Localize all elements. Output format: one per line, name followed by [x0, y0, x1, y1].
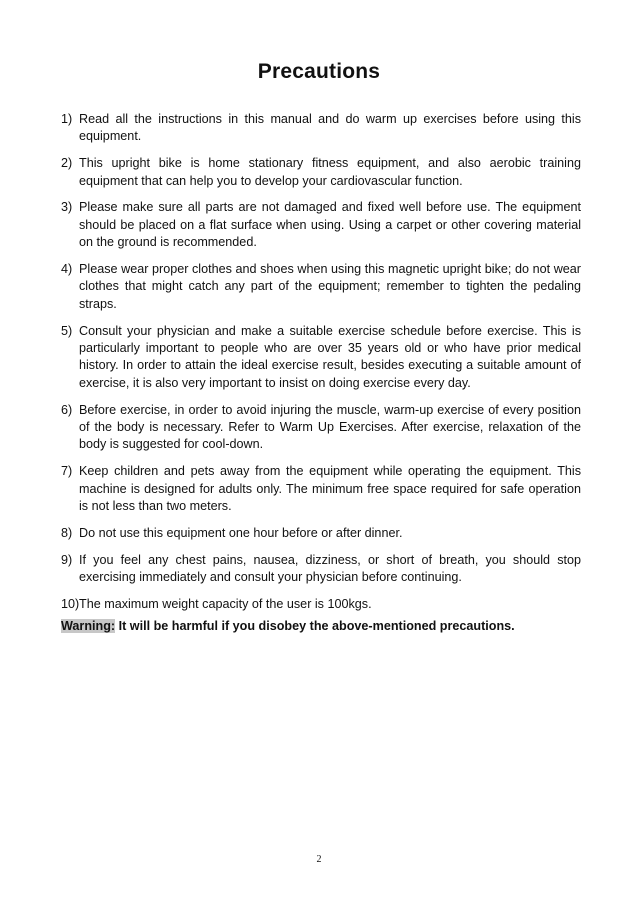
item-text: Read all the instructions in this manual and do warm up exercises before using this equipment.: [79, 112, 581, 144]
item-number: 4): [61, 262, 73, 277]
item-number: 6): [61, 402, 73, 417]
list-item: [61, 596, 581, 613]
list-item: [61, 463, 581, 515]
list-item: [61, 261, 581, 313]
warning-text: It will be harmful if you disobey the above-mentioned precautions.: [115, 619, 515, 633]
item-number: 8): [61, 525, 73, 540]
warning-note: [61, 619, 515, 633]
list-item: [61, 552, 581, 587]
list-item: [61, 155, 581, 190]
item-number: 10): [61, 596, 80, 611]
item-text: Please wear proper clothes and shoes when using this magnetic upright bike; do not wear clothes that might catch any part of the equipment; remember to tighten the pedaling straps.: [79, 262, 581, 311]
list-item: [61, 111, 581, 146]
item-text: Keep children and pets away from the equipment while operating the equipment. This machine is designed for adults only. The minimum free space required for safe operation is not less than two meters.: [79, 464, 581, 514]
item-text: Please make sure all parts are not damaged and fixed well before use. The equipment should be placed on a flat surface when using. Using a carpet or other covering material on the ground is recommended.: [79, 200, 581, 250]
item-text: Consult your physician and make a suitable exercise schedule before exercise. This is particularly important to people who are over 35 years old or who have prior medical history. In order to attain the ideal exercise result, besides executing a suitable amount of exercise, it is also very important to insist on doing exercise every day.: [79, 323, 581, 390]
item-text: Before exercise, in order to avoid injuring the muscle, warm-up exercise of every position of the body is necessary. Refer to Warm Up Exercises. After exercise, relaxation of the body is suggested for cool-down.: [79, 402, 581, 452]
item-number: 9): [61, 552, 73, 567]
page-title: Precautions: [257, 60, 381, 83]
item-text: The maximum weight capacity of the user is 100kgs.: [79, 596, 372, 611]
item-number: 5): [61, 323, 73, 338]
item-text: Do not use this equipment one hour before or after dinner.: [79, 525, 403, 540]
list-item: [61, 525, 581, 542]
item-number: 2): [61, 156, 73, 171]
item-number: 1): [61, 112, 73, 126]
list-item: [61, 402, 581, 454]
list-item: [61, 199, 581, 251]
item-number: 3): [61, 200, 73, 215]
precautions-list: [61, 111, 581, 623]
item-number: 7): [61, 464, 73, 479]
item-text: This upright bike is home stationary fitness equipment, and also aerobic training equipment that can help you to develop your cardiovascular function.: [79, 156, 581, 188]
warning-label: Warning:: [61, 619, 116, 633]
item-text: If you feel any chest pains, nausea, dizziness, or short of breath, you should stop exercising immediately and consult your physician before continuing.: [79, 552, 581, 585]
page-number: 2: [316, 854, 322, 865]
list-item: [61, 323, 581, 393]
